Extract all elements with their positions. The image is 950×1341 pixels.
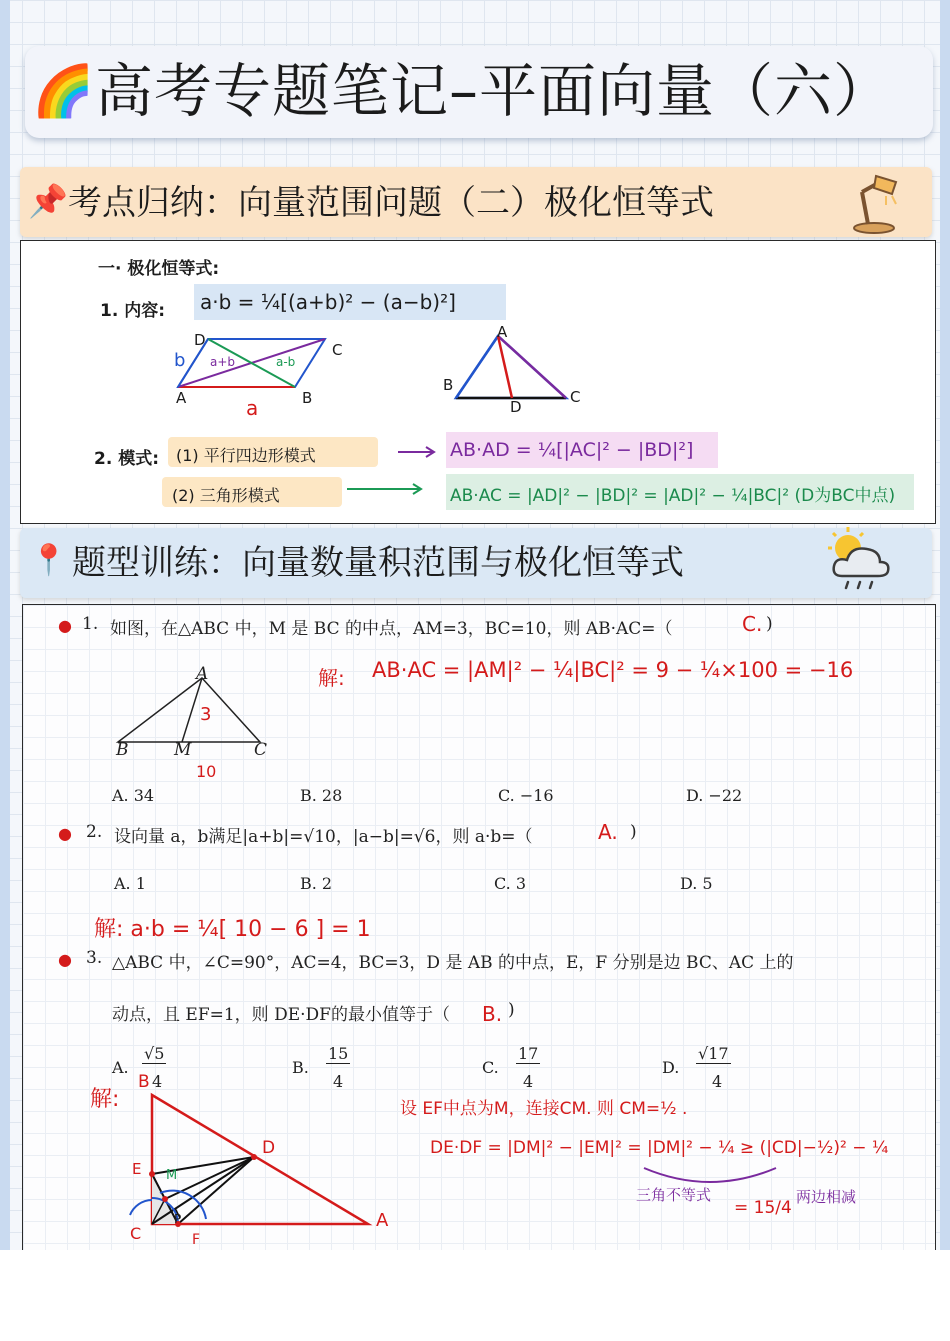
page-bottom-margin bbox=[0, 1250, 950, 1341]
q3-label-b: B bbox=[138, 1072, 150, 1092]
q1-option-c[interactable]: C. −16 bbox=[498, 786, 554, 805]
q3-label-p: P bbox=[174, 1212, 182, 1226]
notes-heading: 一· 极化恒等式: bbox=[98, 259, 220, 279]
q1-bc-length: 10 bbox=[196, 762, 217, 781]
q1-close: ) bbox=[766, 614, 773, 634]
para-label-d: D bbox=[194, 331, 206, 349]
model2-label: (2) 三角形模式 bbox=[172, 486, 280, 505]
arrow-icon bbox=[396, 444, 438, 460]
tri-label-a: A bbox=[497, 323, 508, 341]
q1-label-c: C bbox=[254, 740, 268, 760]
q3-note-triangle-inequality: 三角不等式 bbox=[636, 1186, 712, 1204]
round-pushpin-icon: 📍 bbox=[30, 543, 68, 578]
q3-label-f: F bbox=[192, 1232, 201, 1248]
cloud-sun-rain-icon bbox=[818, 524, 902, 596]
q3-option-c-den: 4 bbox=[523, 1072, 534, 1091]
q3-note-subtract: 两边相减 bbox=[796, 1188, 857, 1206]
q3-answer: B. bbox=[482, 1002, 503, 1026]
pushpin-icon: 📌 bbox=[28, 182, 68, 220]
q2-option-a[interactable]: A. 1 bbox=[114, 874, 146, 893]
q1-am-length: 3 bbox=[200, 704, 212, 725]
q1-label-m: M bbox=[174, 740, 192, 760]
q3-min-value: = 15/4 bbox=[734, 1198, 792, 1218]
section-title-1: 考点归纳：向量范围问题（二）极化恒等式 bbox=[68, 183, 714, 223]
model1-formula: AB·AD = ¼[|AC|² − |BD|²] bbox=[450, 439, 694, 461]
q2-text: 设向量 a，b满足|a+b|=√10，|a−b|=√6，则 a·b=（ bbox=[114, 827, 533, 847]
para-diff-label: a-b bbox=[276, 355, 296, 369]
q3-solution-label: 解: bbox=[90, 1087, 120, 1112]
tri-label-c: C bbox=[570, 388, 581, 406]
q3-label-d: D bbox=[262, 1138, 276, 1158]
content-label: 1. 内容: bbox=[100, 301, 166, 321]
polarization-formula: a·b = ¼[(a+b)² − (a−b)²] bbox=[200, 290, 456, 314]
q2-option-b[interactable]: B. 2 bbox=[300, 874, 333, 893]
q2-number: 2. bbox=[86, 822, 103, 842]
q1-option-a[interactable]: A. 34 bbox=[112, 786, 155, 805]
q3-number: 3. bbox=[86, 948, 103, 968]
chili-bullet-icon: ● bbox=[58, 950, 72, 969]
q3-option-a-letter[interactable]: A. bbox=[112, 1058, 129, 1077]
q3-option-d-num: √17 bbox=[698, 1044, 729, 1063]
chili-bullet-icon: ● bbox=[58, 616, 72, 635]
q3-option-d-den: 4 bbox=[712, 1072, 723, 1091]
q3-solution-line2: DE·DF = |DM|² − |EM|² = |DM|² − ¼ ≥ (|CD|−½)² − ¼ bbox=[430, 1138, 889, 1158]
q3-label-e: E bbox=[132, 1160, 142, 1178]
left-edge bbox=[0, 0, 10, 1250]
desk-lamp-icon bbox=[846, 172, 902, 234]
q3-close: ) bbox=[508, 1000, 515, 1020]
q2-solution: 解: a·b = ¼[ 10 − 6 ] = 1 bbox=[94, 917, 371, 942]
para-label-a: A bbox=[176, 389, 187, 407]
q1-label-b: B bbox=[116, 740, 129, 760]
model1-label: (1) 平行四边形模式 bbox=[176, 446, 316, 465]
para-sum-label: a+b bbox=[210, 355, 236, 369]
q3-option-c-letter[interactable]: C. bbox=[482, 1058, 499, 1077]
tri-label-d: D bbox=[510, 398, 522, 416]
section-title-2: 题型训练：向量数量积范围与极化恒等式 bbox=[72, 543, 684, 583]
q1-answer: C. bbox=[742, 612, 763, 636]
q3-option-d-letter[interactable]: D. bbox=[662, 1058, 680, 1077]
q2-answer: A. bbox=[598, 820, 618, 844]
tri-label-b: B bbox=[443, 376, 454, 394]
q3-option-a-den: 4 bbox=[152, 1072, 163, 1091]
q1-option-d[interactable]: D. −22 bbox=[686, 786, 743, 805]
q3-option-b-num: 15 bbox=[328, 1044, 349, 1063]
q1-text: 如图，在△ABC 中，M 是 BC 的中点，AM=3，BC=10，则 AB·AC=（ bbox=[110, 619, 673, 639]
q2-option-d[interactable]: D. 5 bbox=[680, 874, 713, 893]
para-vec-a: a bbox=[246, 396, 259, 420]
q3-label-a: A bbox=[376, 1210, 389, 1231]
q1-solution-label: 解: bbox=[318, 666, 345, 690]
q2-close: ) bbox=[630, 822, 637, 842]
q3-option-c-num: 17 bbox=[518, 1044, 539, 1063]
q3-solution-line1: 设 EF中点为M，连接CM. 则 CM=½ . bbox=[400, 1099, 688, 1119]
para-vec-b: b bbox=[174, 350, 186, 371]
para-label-c: C bbox=[332, 341, 343, 359]
q3-label-m: M bbox=[166, 1168, 178, 1183]
q3-option-a-num: √5 bbox=[144, 1044, 165, 1063]
q1-option-b[interactable]: B. 28 bbox=[300, 786, 343, 805]
model-label: 2. 模式: bbox=[94, 449, 160, 469]
para-label-b: B bbox=[302, 389, 313, 407]
model2-formula: AB·AC = |AD|² − |BD|² = |AD|² − ¼|BC|² (D为BC中点) bbox=[450, 486, 896, 506]
q3-right-triangle-figure bbox=[120, 1085, 400, 1245]
arrow-icon bbox=[345, 481, 425, 497]
page-title: 高考专题笔记–平面向量（六） bbox=[95, 57, 893, 125]
right-edge bbox=[940, 0, 950, 1250]
q3-option-b-letter[interactable]: B. bbox=[292, 1058, 309, 1077]
q1-label-a: A bbox=[196, 664, 209, 684]
q1-number: 1. bbox=[82, 614, 99, 634]
q2-option-c[interactable]: C. 3 bbox=[494, 874, 527, 893]
q3-label-c: C bbox=[130, 1224, 142, 1243]
chili-bullet-icon: ● bbox=[58, 824, 72, 843]
q3-option-b-den: 4 bbox=[333, 1072, 344, 1091]
q3-line2: 动点，且 EF=1，则 DE·DF的最小值等于（ bbox=[112, 1005, 450, 1025]
q3-line1: △ABC 中，∠C=90°，AC=4，BC=3，D 是 AB 的中点，E，F 分别是边 BC、AC 上的 bbox=[112, 953, 794, 973]
rainbow-icon: 🌈 bbox=[32, 62, 95, 120]
q1-solution: AB·AC = |AM|² − ¼|BC|² = 9 − ¼×100 = −16 bbox=[372, 658, 854, 682]
